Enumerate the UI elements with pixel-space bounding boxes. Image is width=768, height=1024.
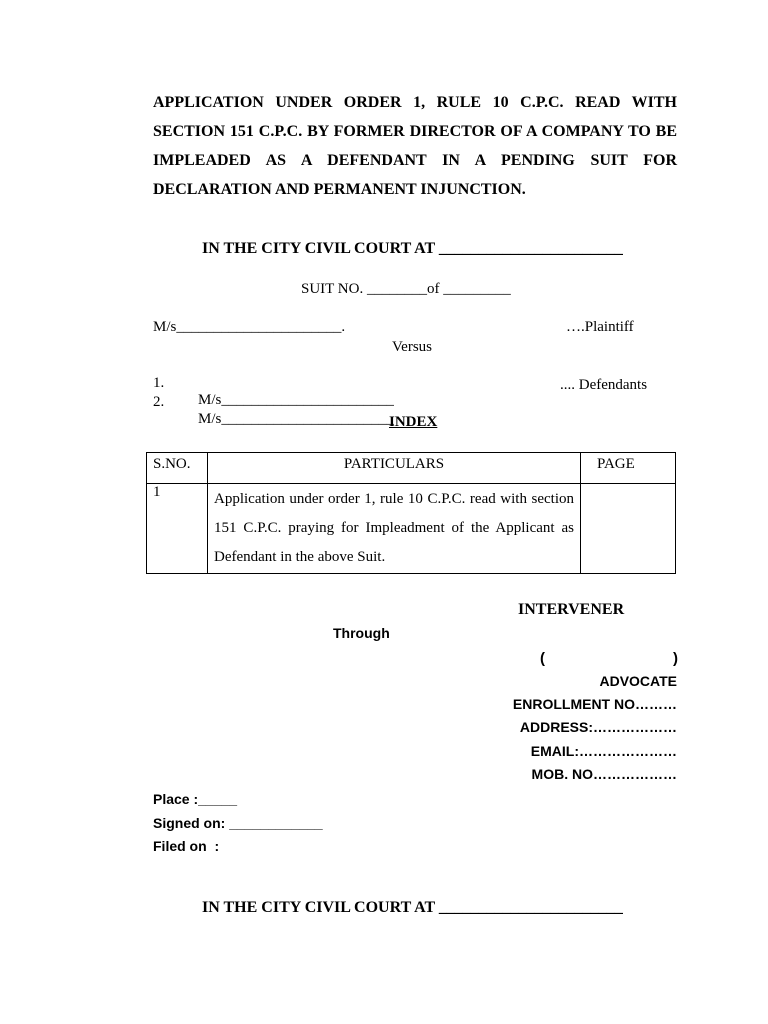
versus-label: Versus (392, 339, 432, 355)
court-line-bottom: IN THE CITY CIVIL COURT AT _______________________ (202, 899, 623, 916)
application-heading: APPLICATION UNDER ORDER 1, RULE 10 C.P.C. READ WITH SECTION 151 C.P.C. BY FORMER DIRECTOR OF A COMPANY TO BE IMPLEADED AS A DEFENDANT IN A PENDING SUIT FOR DECLARATION AND PERMANENT INJUNCTION. (153, 94, 677, 198)
mobile-line: MOB. NO……………… (531, 766, 677, 782)
defendant-name-line: M/s_______________________ (198, 392, 394, 408)
intervener-label: INTERVENER (518, 601, 625, 618)
filed-on-line: Filed on : (153, 838, 220, 854)
index-table (146, 452, 676, 574)
advocate-name-open-paren: ( (540, 650, 545, 667)
row-page (581, 484, 676, 574)
header-page: PAGE (581, 453, 676, 484)
table-header-row (147, 453, 676, 484)
advocate-label: ADVOCATE (599, 673, 677, 689)
plaintiff-role: ….Plaintiff (566, 319, 634, 335)
row-particulars: Application under order 1, rule 10 C.P.C. read with section 151 C.P.C. praying for Impleadment of the Applicant as Defendant in the above Suit. (208, 484, 581, 574)
enrollment-line: ENROLLMENT NO……… (512, 696, 677, 712)
suit-number-line: SUIT NO. ________of _________ (301, 281, 511, 297)
defendants-role: .... Defendants (560, 377, 648, 393)
advocate-name-close-paren: ) (673, 650, 678, 667)
table-row (147, 484, 676, 574)
defendant-number: 2. (153, 394, 165, 410)
header-particulars: PARTICULARS (208, 453, 581, 484)
court-line: IN THE CITY CIVIL COURT AT _______________________ (202, 240, 623, 257)
defendant-1 (153, 358, 453, 408)
plaintiff-name-line: M/s______________________. (153, 319, 346, 335)
email-line: EMAIL:………………… (530, 743, 677, 759)
index-title: INDEX (389, 414, 438, 430)
signed-on-line: Signed on: ____________ (153, 815, 323, 831)
header-sno: S.NO. (147, 453, 208, 484)
defendant-number: 1. (153, 375, 165, 391)
address-line: ADDRESS:……………… (519, 719, 677, 735)
through-label: Through (333, 625, 390, 641)
row-sno: 1 (147, 484, 208, 574)
defendant-name-line: M/s_______________________ (198, 411, 394, 427)
place-line: Place :_____ (153, 791, 238, 807)
